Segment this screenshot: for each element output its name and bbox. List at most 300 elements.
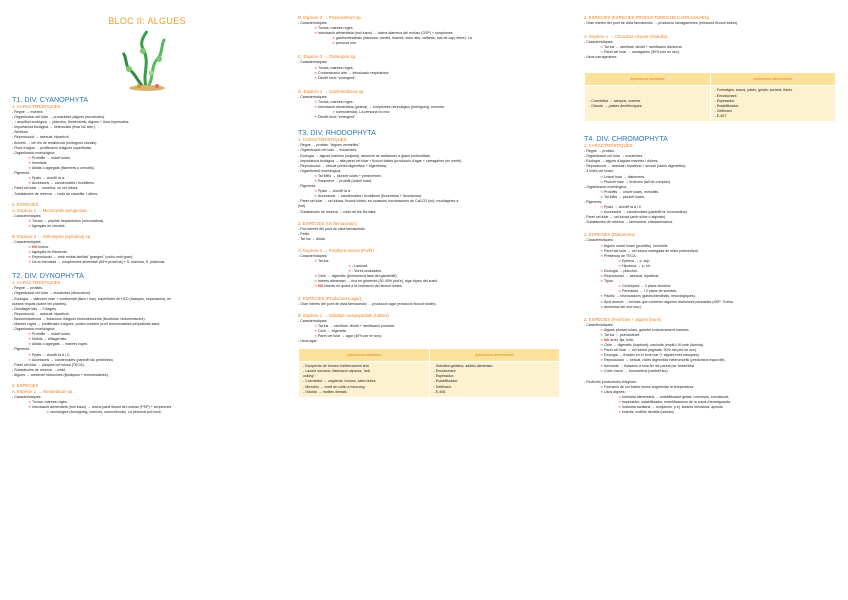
text-line: - Organització cel·lular → eucariotes. — [584, 154, 644, 159]
text-line: - Dinoflagel·lats → 2 flagels. — [12, 306, 57, 311]
text-line: - Característiques: — [298, 94, 328, 99]
text-line: - Regne → protists. — [584, 149, 615, 154]
text-line: - Característiques: — [584, 322, 614, 327]
line-text: Protòfits → unicel·lulars. — [32, 332, 71, 337]
text-line: - Substàncies de reserva → midó de cianòfits + altres. — [12, 191, 99, 196]
arrow-bullet-icon: ➔ — [314, 194, 318, 199]
line-text: Tal·lòfits → pluricel·lulars. — [603, 194, 645, 199]
line-text: Tal·lòfits → pluricel·lulars + predominen. — [317, 173, 382, 178]
arrow-bullet-icon: ➔ — [600, 358, 605, 363]
t2-lines — [12, 286, 282, 378]
carragahen-producers-lines — [584, 21, 840, 26]
text-line: - Organització morfològica: — [12, 327, 55, 332]
text-line: - Usos carragenines: — [584, 55, 618, 60]
text-line: - Característiques: — [584, 40, 614, 45]
text-line: - Usos agar: — [298, 339, 318, 344]
line-text: Paret cel·lular → carragahen (30% pes en sec). — [604, 50, 680, 55]
arrow-bullet-icon: ➔ — [600, 384, 605, 389]
arrow-bullet-icon: ➔ — [28, 332, 33, 337]
subheading-t1-species: 2. ESPÈCIES — [12, 201, 39, 207]
arrow-bullet-icon: ➔ — [28, 260, 33, 265]
section-carragahen — [584, 15, 840, 122]
line-text: Algues unicel·lulars (protòfits), immòbils. — [603, 243, 669, 248]
text-line: (ext). — [298, 204, 307, 209]
line-text: NO arrel, tija, fulla. — [604, 338, 634, 343]
line-text: Ús en farmàcia → complement alimentari (65% proteïna) + S. maxima, S. platensis. — [32, 260, 166, 265]
line-text: Tòxica → pèptids hepatotòxics (microcistina). — [31, 218, 105, 223]
table-cell-line: - Formatges, sosos, patés, gelats, sorbets, flams. — [714, 88, 793, 93]
arrow-bullet-icon: ➔ — [28, 337, 33, 342]
arrow-bullet-icon: ➔ — [600, 279, 604, 284]
text-line: - Característiques: — [12, 239, 42, 244]
text-line: - Paret cel·lular → cel·lulosa (amb sílice o alginats). — [584, 215, 667, 220]
table-cell-line: - Estabilitzador. — [714, 103, 740, 108]
arrow-bullet-icon: ➔ — [348, 264, 353, 269]
gelidium-lines — [298, 319, 570, 344]
arrow-bullet-icon: ➔ — [28, 400, 32, 405]
text-line — [584, 369, 840, 374]
arrow-bullet-icon: ➔ — [314, 65, 318, 70]
line-text: Reproducció → asexual, bipartició. — [604, 274, 660, 279]
line-text: Paret cel·lular → agar (30% per en sec). — [318, 333, 383, 338]
text-line: - Paret cel·lular → mureïna, no cel·lulosa. — [12, 186, 79, 191]
text-line: oceans requits (sobre les plantes). — [12, 301, 67, 306]
line-text: Àcid domoic → toxines que contenen algunes diatomees pennades (ASP: Toxina — [604, 299, 734, 304]
line-text: Tal·lus: — [317, 259, 330, 263]
line-text: estèrils, motlles dentals (odonto). — [622, 410, 675, 415]
table-cell-line: - Cosmètica → ungüents, locions, sabó dutxa. — [303, 379, 377, 384]
subheading-t2-characteristics: 1. CARACTERÍSTIQUES — [12, 280, 61, 286]
table-cell-line: - E-406. — [433, 389, 447, 394]
text-line — [584, 305, 840, 310]
line-text: Formació de col·loides sense augmentar la temperatura. — [604, 384, 695, 389]
line-text: Cicle → trigenètic. — [318, 328, 348, 333]
gelidium-heading: B. Espècie 1 → Gelidium sesquipedale (i altres) — [298, 312, 389, 318]
species-b-heading: B. Espècie 2 → Arthrospira (Spirulina) sp. — [12, 233, 92, 239]
text-line: - Regne → monera. — [12, 110, 44, 114]
text-line: - Característiques: — [298, 253, 328, 258]
arrow-bullet-icon: ➔ — [314, 189, 319, 194]
line-text: Paret cel·lular → cel·lulosa (alginats: 30% del pes en sec). — [604, 348, 698, 353]
arrow-bullet-icon: ➔ — [314, 328, 319, 333]
agar-header-sanitary: Aplicacions sanitàries — [299, 349, 430, 362]
text-line: - Ecologia → algues d'aigües marines i dolces. — [584, 159, 659, 164]
line-text: Algues pluricel·lulars, gairebé exclusivament marines. — [603, 327, 690, 332]
t3-species-lines — [298, 227, 570, 242]
column-right — [584, 0, 840, 600]
text-line: - Petits. — [298, 231, 311, 236]
text-line: - Organització cel·lular → eucariotes. — [298, 148, 358, 153]
text-line: - Característiques: — [298, 318, 328, 323]
text-line: - ↑ amplitud ecològica → plàncton, fitobentònic, algues + llocs hipersalins. — [12, 120, 130, 125]
arrow-bullet-icon: ➔ — [314, 274, 319, 279]
arrow-bullet-icon: ➔ — [600, 194, 604, 199]
ostreopsis-lines — [298, 60, 570, 80]
arrow-bullet-icon: ➔ — [28, 342, 32, 347]
alginate-lines — [584, 385, 840, 416]
text-line: - Organització morfològica: — [298, 168, 341, 173]
text-line: - Importància biològica → heterocists (fixar N2 atm.). — [12, 125, 96, 130]
line-text: Tòxica, marees roges. — [31, 400, 68, 405]
text-line — [12, 224, 282, 229]
text-line: - Bioluminiscència → flotacions d'algues bioluminiscents (Noctiluca: bioluminiscent). — [12, 316, 146, 321]
arrow-bullet-icon: ➔ — [28, 176, 33, 181]
t2-species-a-heading: A. Espècie 1 → Alexandrium sp. — [12, 389, 74, 395]
line-text: - Laminat. — [352, 264, 368, 269]
arrow-bullet-icon: ➔ — [600, 50, 605, 55]
arrow-bullet-icon: ➔ — [314, 99, 318, 104]
section-t2 — [12, 271, 282, 415]
line-text: Ppals → clorofil·la A i C. — [32, 352, 71, 357]
prorocentrum-lines — [298, 21, 570, 46]
line-text: Indústria sanitària → excipients, p.ej. laxants mecànics, apòsits — [622, 405, 723, 410]
table-cell-line: - Substitut gelatina, additiu alimentari. — [433, 364, 494, 369]
line-text: Epiteca → p. sup. — [622, 258, 651, 263]
text-line: - Ecologia → plàncton mari + continental (llacs i rius), superfícies de H2O (bassyes, espansions), en — [12, 296, 172, 301]
arrow-bullet-icon: ➔ — [618, 400, 623, 405]
subheading-feoficies: 2. ESPÈCIES (Feofícies + algues bruns) — [584, 316, 662, 322]
line-text: espessidor, estabilitzador, estertificacions de la cuina d'avantguarda. — [622, 400, 731, 405]
heading-t3: T3. DIV. RHODOPHYTA — [298, 128, 376, 138]
line-text: Intoxicació alimentària (mol·luscs) → toxina paral·litzant del molusc (PSP) + símptomes — [32, 405, 172, 410]
species-a-heading: A. Espècie 1 → Microcystis aeruginosa — [12, 207, 87, 213]
section-t4 — [584, 134, 840, 415]
arrow-bullet-icon: ➔ — [618, 405, 623, 410]
text-line: - Substàncies de reserva → midó. — [12, 367, 67, 372]
arrow-bullet-icon: ➔ — [600, 45, 604, 50]
arrow-bullet-icon: ➔ — [314, 178, 319, 183]
text-line: - Gran interès del punt de vista farmacèutic → producció carragaenines (extracció ficocol·loides). — [584, 21, 739, 25]
arrow-bullet-icon: ➔ — [600, 368, 605, 373]
species-d-gambierdiscus-heading: D. Espècie 4 → Gambierdiscus sp. — [298, 88, 365, 94]
text-line: - Regne → protists, "algues vermelles". — [298, 143, 361, 148]
line-text: Pluricel·lular → feofícies (tall de complex). — [604, 179, 672, 184]
subheading-t1-characteristics: 1. CARACTERÍSTIQUES — [12, 104, 61, 109]
section-dino-species — [298, 15, 570, 120]
porphyra-lines — [298, 254, 570, 290]
arrow-bullet-icon: ➔ — [618, 289, 623, 294]
arrow-bullet-icon: ➔ — [618, 284, 623, 289]
arrow-bullet-icon: ➔ — [28, 244, 33, 249]
line-text: Ppals → clorofil·la A i C. — [604, 205, 643, 210]
text-line: - Organització cel·lular → procariotes (algues procariotes). — [12, 115, 106, 120]
text-line: - Substàncies de reserva → midó de les florídies. — [298, 209, 377, 214]
line-text: Aerocists → flotadors a sota fer les parets per fotosíntesi. — [603, 363, 696, 368]
agar-header-food: Aplicacions alimentàries — [429, 349, 560, 362]
line-text: Tòxica, marees roges. — [317, 99, 354, 104]
line-text: Aïllats o agregats → marees roges. — [31, 342, 89, 347]
table-cell-line: - E-407. — [714, 113, 728, 118]
line-text: Protòfits → unicel·lulars, immòbils. — [604, 189, 660, 194]
column-middle — [298, 0, 570, 600]
text-line — [12, 410, 282, 415]
text-line — [12, 260, 282, 265]
table-cell-line: - Gelificant. — [433, 384, 452, 389]
line-text: Color marró → fucoxantina (xantòfil·les). — [604, 368, 669, 373]
line-text: amnèsica del mol·lusc). — [604, 304, 642, 309]
seaweed-illustration — [117, 29, 177, 91]
arrow-bullet-icon: ➔ — [600, 179, 605, 184]
line-text: Pennades → +2 plans de simetria. — [622, 289, 678, 294]
arrow-bullet-icon: ➔ — [28, 223, 32, 228]
arrow-bullet-icon: ➔ — [600, 294, 605, 299]
text-line: - Característiques: — [298, 21, 328, 25]
arrow-bullet-icon: ➔ — [600, 205, 605, 210]
text-line: - Reproducció → asexual, bipartició. — [12, 311, 70, 316]
carr-sanitary-uses — [585, 86, 711, 122]
line-text: Cèntriques → 2 plans simetria. — [622, 284, 672, 289]
porphyra-heading: A. Espècie 1 → Porphyra tenera (Porfir) — [298, 247, 374, 253]
arrow-bullet-icon: ➔ — [600, 248, 605, 253]
line-text: somnolència). La persona no mor. — [336, 110, 391, 115]
table-cell-line: caking". — [303, 374, 316, 379]
text-line: - Característiques: — [584, 238, 614, 243]
line-text: Mòbils → biflagel·lats. — [32, 337, 68, 342]
line-text: Intoxicació alimentària (mol·luscs) → toxina diarreica del molusc (DSP) + símptomes — [318, 31, 453, 36]
arrow-bullet-icon: ➔ — [600, 253, 605, 258]
column-left — [12, 0, 282, 600]
line-text: Indústria alimentària → estabilitzador gelats i cerveses, emulsionat, — [622, 394, 730, 399]
line-text: Tòxica, marees roges. — [317, 26, 354, 31]
line-text: Dinòfit tòxic "emergent". — [318, 115, 357, 120]
table-cell-line: - Odonto → pastes dentifríciques. — [589, 103, 643, 108]
line-text: Ppals → clorofil·la a. — [32, 176, 65, 181]
text-line: - 3 línies cel·lulars: — [584, 169, 614, 174]
line-text: Cicle → digenètic (predominia fase del gametòfit). — [318, 274, 398, 279]
chondrus-lines — [584, 40, 840, 60]
arrow-bullet-icon: ➔ — [332, 110, 337, 115]
arrow-bullet-icon: ➔ — [618, 394, 623, 399]
subheading-t4-characteristics: 1. CARACTERÍSTIQUES — [584, 143, 633, 149]
text-line: - Característiques: — [12, 395, 42, 400]
arrow-bullet-icon: ➔ — [314, 173, 318, 178]
carr-header-sanitary: Aplicacions sanitàries — [585, 73, 711, 86]
arrow-bullet-icon: ➔ — [314, 31, 319, 36]
line-text: Contaminació aire → intoxicació respiratòria. — [318, 70, 390, 75]
text-line: - Acinets → cèl·les de resistència (endògens clonals). — [12, 140, 98, 145]
arrow-bullet-icon: ➔ — [314, 26, 318, 31]
table-cell-line: - Odonto → motlles dentals. — [303, 389, 348, 394]
text-line — [298, 41, 570, 46]
table-cell-line: - Cosmètica → sampús, cremes. — [589, 98, 642, 103]
arrow-bullet-icon: ➔ — [314, 75, 319, 80]
arrow-bullet-icon: ➔ — [314, 115, 319, 120]
text-line — [298, 284, 570, 289]
arrow-bullet-icon: ➔ — [314, 284, 319, 289]
arrow-bullet-icon: ➔ — [600, 269, 605, 273]
line-text: Accessoris → carotenoides (pantofil·lac peridinina). — [31, 357, 114, 362]
line-text: neurològics (formigueig, cremors, somnolència). La persona pot morir. — [50, 410, 162, 415]
line-text: Cicle → digenètic (hapbont), cauloide (espiti) i fil·lode (làmina). — [604, 343, 704, 348]
subheading-t2-species: 2. ESPÈCIES — [12, 383, 39, 389]
feoficies-lines — [584, 323, 840, 374]
t1-lines — [12, 110, 282, 197]
page-title: BLOC II: ALGUES — [108, 16, 186, 26]
text-line — [584, 410, 840, 415]
line-text: Rarament → protòfit (unicel·lular). — [318, 178, 373, 183]
heading-t2: T2. DIV. DYNOPHYTA — [12, 271, 84, 281]
arrow-bullet-icon: ➔ — [28, 405, 33, 410]
text-line — [298, 76, 570, 81]
table-cell-line: - Gelificant. — [714, 108, 733, 113]
carr-header-food: Aplicacions alimentàries — [710, 73, 836, 86]
table-cell-line: - Microbio → medi de cultiu a microorg. — [303, 384, 366, 389]
heading-t4: T4. DIV. CHROMOPHYTA — [584, 134, 668, 144]
table-cell-line: - Espessidor. — [433, 374, 455, 379]
arrow-bullet-icon: ➔ — [46, 410, 51, 415]
text-line: - Poc interès del punt de vista farmacèutic. — [298, 226, 366, 231]
arrow-bullet-icon: ➔ — [348, 269, 353, 274]
text-line: - Gran interès del punt de vista farmacèutic → producció agar (extracció ficocol·loides). — [298, 301, 437, 306]
text-line: - Pigments: — [12, 347, 31, 352]
species-c-ostreopsis-heading: C. Espècie 3 → Ostreopsis sp. — [298, 54, 357, 60]
text-line: - Reproducció → asexual, bipartició. — [12, 135, 70, 140]
line-text: Paret cel·lular → cel·lulosa carregada de sílice polimeritzat. — [604, 248, 699, 253]
line-text: NO interès en quant a la l'extracció del ficocol·loides. — [318, 284, 403, 289]
line-text: gastrointestinals (nàusees, vòmits, diarrea, dolor abs, calfreds, mal de cap) febre). La — [336, 36, 472, 41]
arrow-bullet-icon: ➔ — [314, 70, 319, 75]
table-cell-line: - Excipients de formes d'alliberament lent. — [303, 364, 370, 369]
arrow-bullet-icon: ➔ — [600, 274, 605, 279]
table-cell-line: - Estabilitzador. — [433, 379, 459, 384]
arrow-bullet-icon: ➔ — [600, 210, 604, 215]
text-line: - Tal·lus → dintal. — [298, 236, 326, 241]
line-text: NO tòxica. — [32, 244, 49, 249]
arrow-bullet-icon: ➔ — [618, 263, 623, 268]
line-text: Protòfits → unicel·lulars. — [32, 155, 71, 160]
t1-species-b-lines — [12, 240, 282, 265]
agar-uses-table — [298, 348, 560, 398]
text-line: - Flors d'aigua → proliferació d'algues superficials. — [12, 145, 93, 150]
line-text: Aïllats o agregats (filaments o cenobis). — [31, 166, 95, 171]
agar-food-uses — [429, 362, 560, 398]
arrow-bullet-icon: ➔ — [332, 36, 337, 41]
arrow-bullet-icon: ➔ — [28, 166, 32, 171]
text-line: - Paret cel·lular → plaques cel·lulosa (TECA). — [12, 362, 85, 367]
line-text: Tal·lus → ramificat, dividit + ramificació dicòtoma. — [603, 45, 683, 50]
line-text: Immòbils. — [32, 160, 48, 165]
text-line: - Ecologia → algues marines (majoria), absorció de radiacions a grans profunditats. — [298, 153, 431, 158]
t3-lines — [298, 143, 570, 214]
arrow-bullet-icon: ➔ — [600, 299, 605, 304]
line-text: Unicel·lular → diatomees. — [604, 174, 646, 179]
arrow-bullet-icon: ➔ — [314, 333, 319, 338]
line-text: Accessoris → carotenoides (pantofil·la: fucoxantina). — [603, 210, 688, 215]
section-t3 — [298, 128, 570, 397]
table-cell-line: - Emulsionant. — [433, 369, 457, 374]
agar-producers-heading: 2. ESPÈCIES (Productores agar) — [298, 295, 362, 301]
t2-species-a-lines — [12, 395, 282, 415]
line-text: Interès alimentari → rica en glucèmid (30-40% prot'e), algs tòpics del sushi. — [318, 279, 439, 284]
line-text: Tal·lus → ramificat, dividit + ramificació pinnada. — [317, 323, 395, 328]
arrow-bullet-icon: ➔ — [600, 348, 605, 353]
alginate-producers-heading: - Feofícies productores d'algines: — [584, 379, 637, 384]
table-cell-line: - Emulsionant. — [714, 93, 738, 98]
subheading-diatomees: 2. ESPÈCIES (Diatomees) — [584, 232, 635, 238]
arrow-bullet-icon: ➔ — [28, 155, 33, 160]
t1-species-a-lines — [12, 214, 282, 229]
arrow-bullet-icon: ➔ — [28, 181, 32, 186]
table-cell-line: - Laxant mecànic, fabricació càpsula, "anti — [303, 369, 371, 374]
arrow-bullet-icon: ➔ — [28, 218, 32, 223]
text-line: - Reproducció → asexual i bipartició, i sexual (cicles digenètics). — [584, 164, 687, 169]
line-text: Reproducció → amb mòbia facilitat "granges" (cultiu molt gran). — [32, 255, 134, 260]
line-text: Dinòfit tòxic "emergent". — [318, 75, 357, 80]
arrow-bullet-icon: ➔ — [600, 174, 605, 179]
carragenines-uses-table — [584, 72, 836, 122]
text-line: - Característiques: — [298, 60, 328, 65]
line-text: Tal·lus → pseudoteixit. — [603, 332, 641, 337]
line-text: Agregats en cenobis. — [31, 223, 66, 228]
arrow-bullet-icon: ➔ — [28, 357, 32, 362]
section-t1 — [12, 95, 282, 265]
text-line: - Importància biològica → alta paret cel·lular + ficocol·loides (producció d'agar + carragahen (en sentit). — [298, 158, 463, 163]
arrow-bullet-icon: ➔ — [600, 189, 605, 194]
text-line: - Regne → protists. — [12, 286, 43, 291]
text-line: - Algues → contenen biotoxines (lipídiques + termoestables). — [12, 372, 109, 377]
arrow-bullet-icon: ➔ — [28, 255, 33, 260]
arrow-bullet-icon: ➔ — [600, 343, 605, 348]
line-text: Tipus: — [603, 279, 614, 284]
arrow-bullet-icon: ➔ — [600, 363, 604, 368]
line-text: Accessoris → carotenoides i ficobilines. — [31, 181, 95, 186]
text-line: - Reproducció → sexual (cicles digenètics + trigenètics). — [298, 163, 388, 168]
agar-sanitary-uses — [299, 362, 430, 398]
table-cell-line: - Espessidor. — [714, 98, 736, 103]
text-line: - Paret cel·lular → cel·lulosa, ficocol·loides, en ocasions incrustacions de CaCO3 (Int), mucilagines a — [298, 199, 459, 204]
arrow-bullet-icon: ➔ — [600, 353, 605, 358]
arrow-bullet-icon: ➔ — [28, 250, 32, 255]
species-b-prorocentrum-heading: B. Espècie 2 → Prorocentrum sp. — [298, 15, 362, 20]
subheading-t3-species: 2. ESPÈCIES (Ús farmacèutic) — [298, 220, 357, 226]
t4-lines — [584, 149, 840, 225]
arrow-bullet-icon: ➔ — [600, 327, 604, 332]
line-text: Accessoris → carotenoides i ficobilines (ficoeritrina + ficocianina). — [317, 194, 422, 199]
text-line: - Organització morfològica: — [12, 150, 55, 155]
arrow-bullet-icon: ➔ — [314, 323, 318, 328]
line-text: Ecologia → fixades en el fons mar (+ algues més bàsiques). — [604, 353, 700, 358]
text-line: - Substàncies de reserva → laminarina, crisolaminarina. — [584, 220, 674, 225]
text-line: - Organització morfològica: — [584, 184, 627, 189]
arrow-bullet-icon: ➔ — [314, 259, 318, 263]
line-text: Presència de TECA: — [604, 253, 637, 258]
gambierdiscus-lines — [298, 95, 570, 120]
subheading-t3-characteristics: 1. CARACTERÍSTIQUES — [298, 137, 347, 143]
line-text: - Vores ondulades. — [352, 269, 382, 274]
line-text: Ppals → clorofil·la a. — [318, 189, 351, 194]
arrow-bullet-icon: ➔ — [28, 352, 33, 357]
text-line: - Marees roges → proliferació d'algues, poden contenir prot'i termoestables perjudicials salut. — [12, 322, 161, 326]
line-text: Tòxica, marees roges. — [317, 65, 354, 70]
arrow-bullet-icon: ➔ — [314, 279, 319, 284]
text-line: - Organització cel·lular → eucariotes (dinocarion). — [12, 291, 92, 296]
text-line: - Característiques: — [12, 213, 42, 218]
text-line: - Pigments: — [12, 171, 31, 176]
line-text: Pacífic → intoxicacions (gastrointestinals, neurològiques). — [604, 294, 696, 299]
arrow-bullet-icon: ➔ — [28, 160, 33, 165]
chondrus-heading: A. Espècie 1 → Chondrus crispus (Irlandès) — [584, 34, 668, 40]
arrow-bullet-icon: ➔ — [618, 410, 623, 415]
arrow-bullet-icon: ➔ — [600, 304, 605, 309]
heading-t1: T1. DIV. CYANOPHYTA — [12, 95, 89, 104]
line-text: Usos algines: — [604, 389, 626, 394]
text-line — [298, 115, 570, 120]
line-text: Agregats en filaments. — [31, 250, 68, 255]
agar-producers-lines — [298, 302, 570, 307]
line-text: Hipoteca → p. inf. — [622, 263, 651, 268]
line-text: Reproducció → sexual, cicles digenètics heteromòrfic (predomina esporòfit). — [604, 358, 726, 363]
arrow-bullet-icon: ➔ — [600, 338, 605, 343]
